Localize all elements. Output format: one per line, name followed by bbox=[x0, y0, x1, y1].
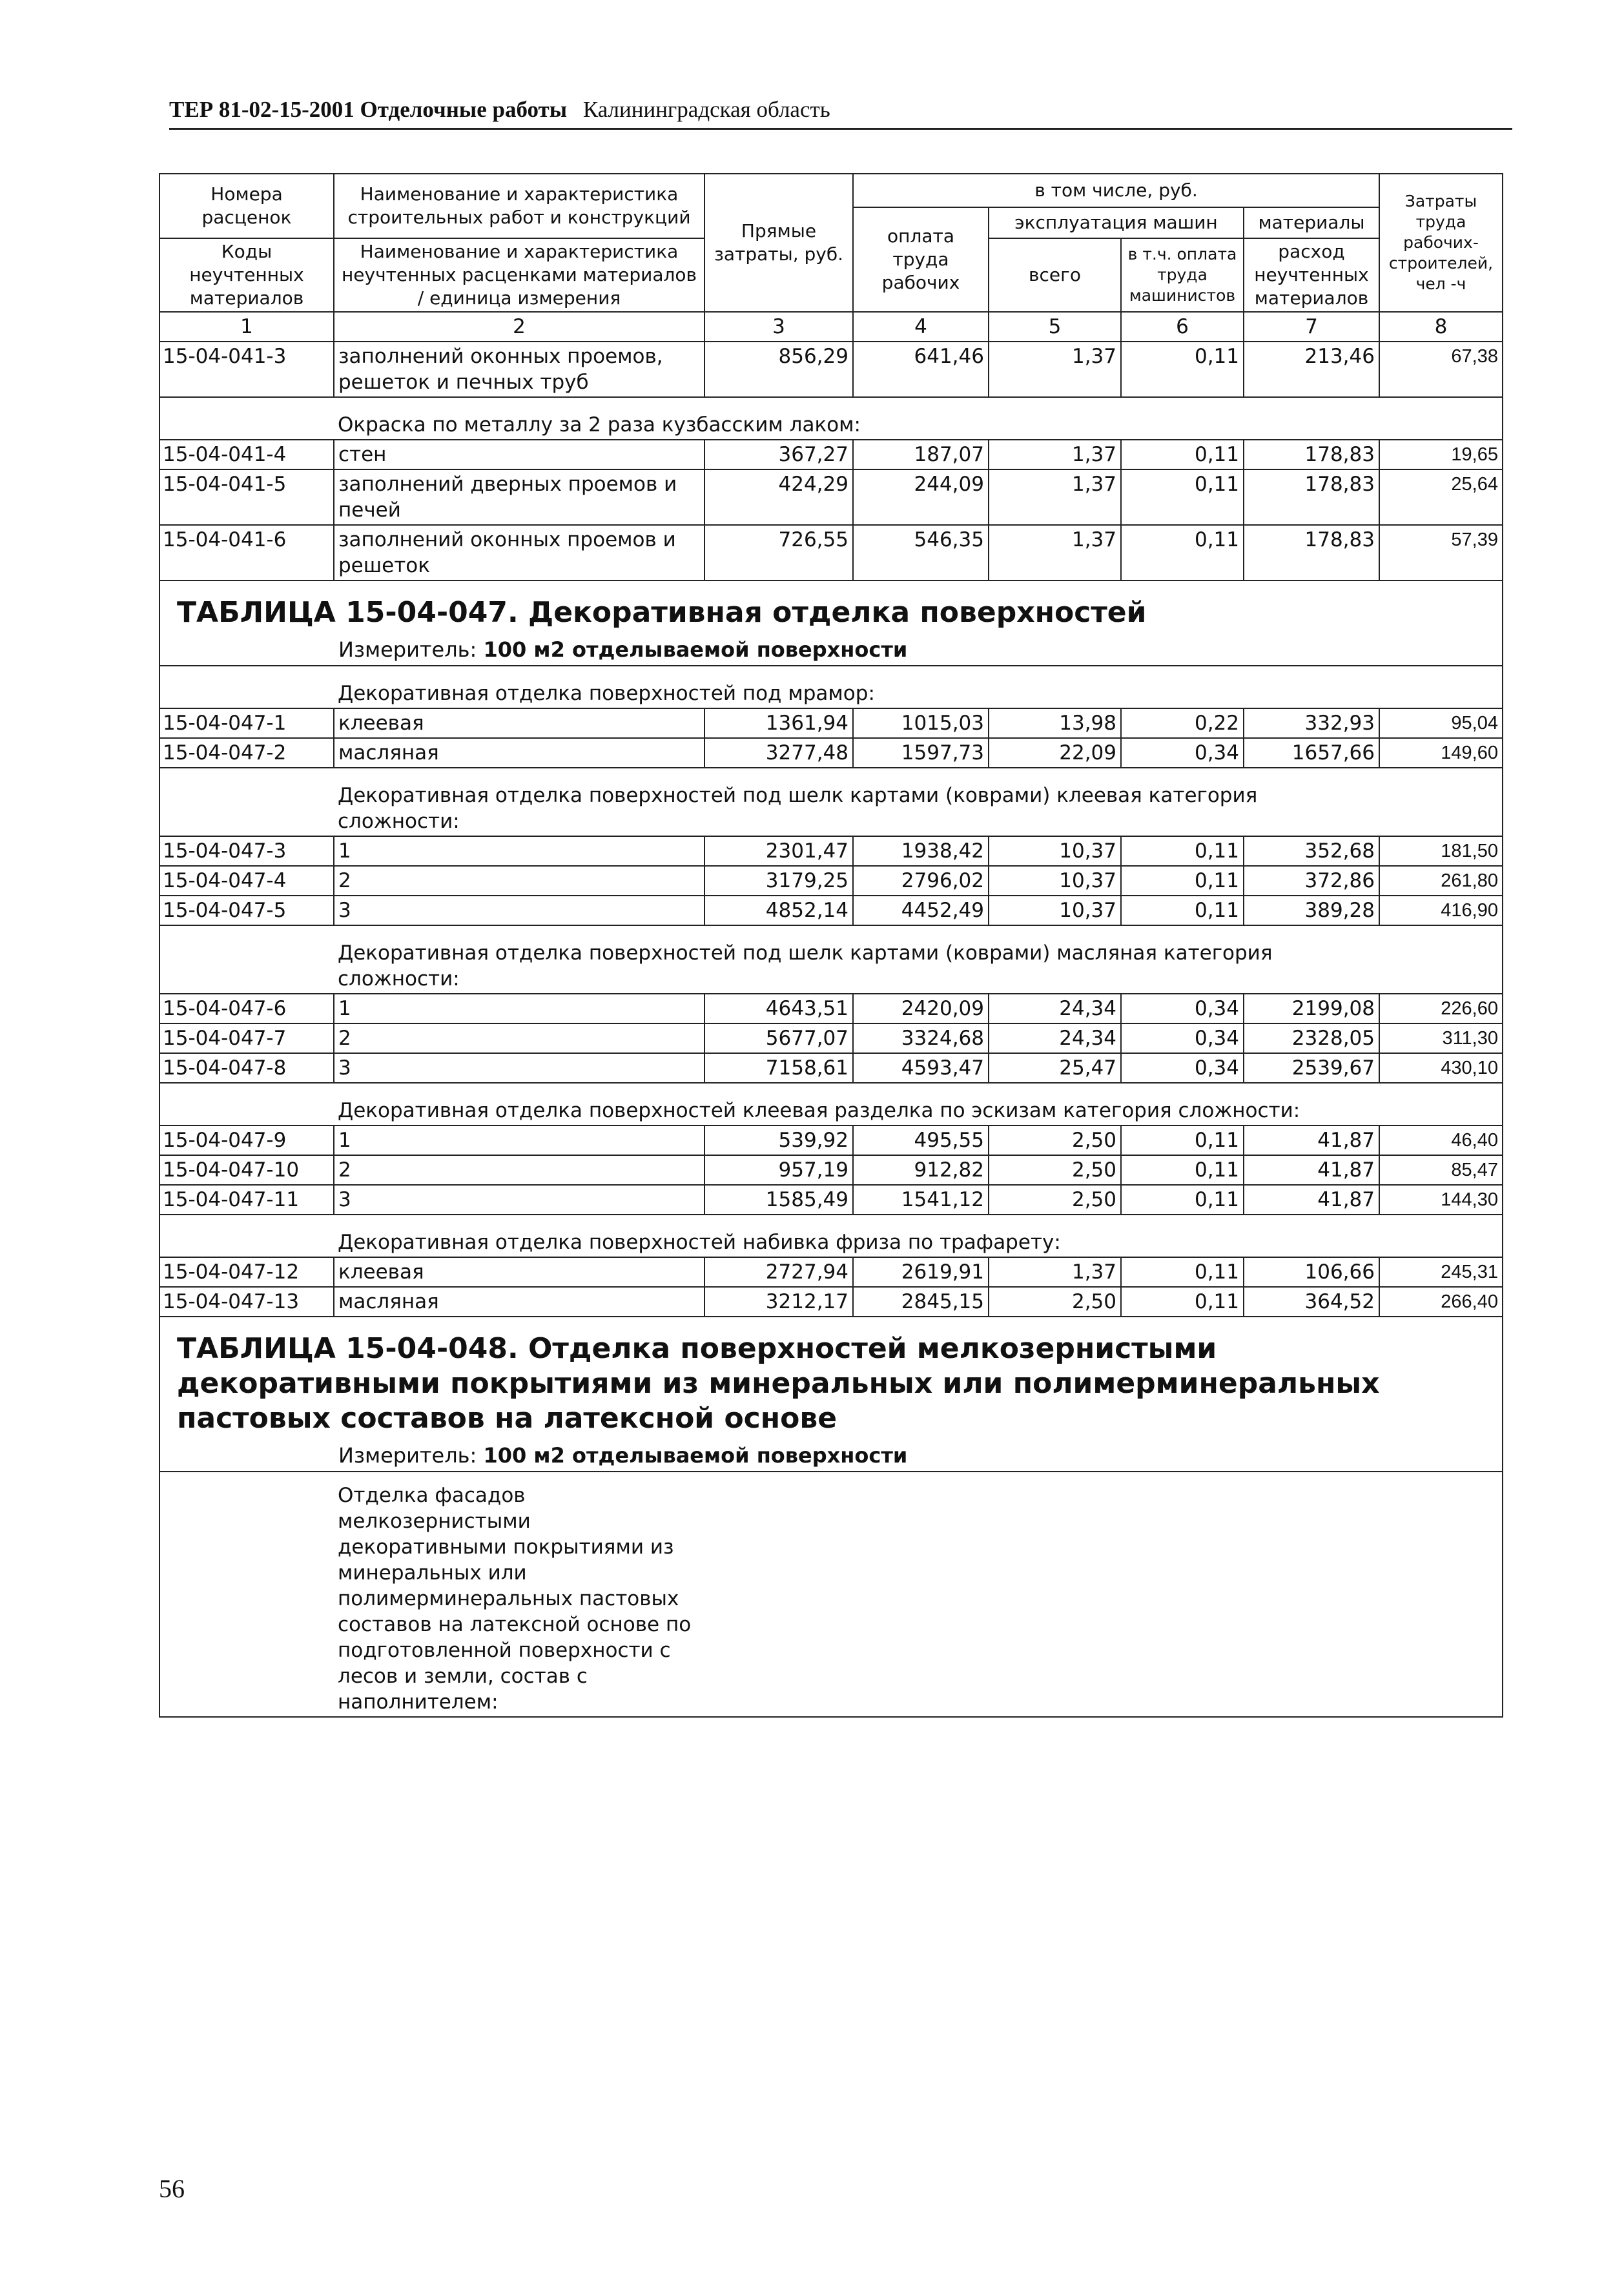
row-materials: 364,52 bbox=[1244, 1287, 1379, 1317]
group-spacer bbox=[159, 1083, 334, 1125]
row-direct-costs: 3179,25 bbox=[704, 866, 853, 896]
header-machines-total: всего bbox=[989, 238, 1121, 312]
row-machines-total: 1,37 bbox=[989, 342, 1121, 397]
header-machinist-pay: в т.ч. оплата труда машинистов bbox=[1121, 238, 1244, 312]
row-machines-total: 1,37 bbox=[989, 1257, 1121, 1287]
row-machines-total: 10,37 bbox=[989, 836, 1121, 866]
row-name: заполнений дверных проемов и печей bbox=[334, 469, 704, 525]
group-spacer bbox=[159, 397, 334, 440]
row-direct-costs: 539,92 bbox=[704, 1125, 853, 1155]
column-number-6: 6 bbox=[1121, 312, 1244, 342]
row-materials: 372,86 bbox=[1244, 866, 1379, 896]
row-code: 15-04-041-6 bbox=[159, 525, 334, 580]
row-worker-pay: 187,07 bbox=[853, 440, 989, 469]
row-direct-costs: 7158,61 bbox=[704, 1053, 853, 1083]
row-machines-total: 1,37 bbox=[989, 469, 1121, 525]
row-direct-costs: 1585,49 bbox=[704, 1185, 853, 1215]
row-direct-costs: 957,19 bbox=[704, 1155, 853, 1185]
row-labor: 149,60 bbox=[1379, 738, 1503, 768]
row-code: 15-04-047-11 bbox=[159, 1185, 334, 1215]
document-title: Отделочные работы bbox=[360, 97, 568, 122]
group-heading: Декоративная отделка поверхностей клеевая разделка по эскизам категория сложности: bbox=[334, 1083, 1379, 1125]
row-machinist-pay: 0,11 bbox=[1121, 440, 1244, 469]
row-machinist-pay: 0,11 bbox=[1121, 896, 1244, 925]
row-code: 15-04-047-4 bbox=[159, 866, 334, 896]
measure-row bbox=[159, 634, 1503, 666]
row-machines-total: 22,09 bbox=[989, 738, 1121, 768]
row-materials: 2199,08 bbox=[1244, 994, 1379, 1023]
table-row bbox=[159, 440, 1503, 469]
row-machinist-pay: 0,34 bbox=[1121, 994, 1244, 1023]
group-row bbox=[159, 925, 1503, 994]
row-name: масляная bbox=[334, 738, 704, 768]
row-labor: 95,04 bbox=[1379, 708, 1503, 738]
row-labor: 181,50 bbox=[1379, 836, 1503, 866]
row-labor: 245,31 bbox=[1379, 1257, 1503, 1287]
row-machinist-pay: 0,22 bbox=[1121, 708, 1244, 738]
table-row bbox=[159, 866, 1503, 896]
group-filler bbox=[1379, 1215, 1503, 1257]
row-labor: 311,30 bbox=[1379, 1023, 1503, 1053]
row-name: клеевая bbox=[334, 708, 704, 738]
row-machinist-pay: 0,11 bbox=[1121, 866, 1244, 896]
group-heading: Декоративная отделка поверхностей под шелк картами (коврами) масляная категория сложности: bbox=[334, 925, 1379, 994]
row-materials: 213,46 bbox=[1244, 342, 1379, 397]
group-filler bbox=[704, 1472, 1503, 1717]
group-row bbox=[159, 1083, 1503, 1125]
row-labor: 430,10 bbox=[1379, 1053, 1503, 1083]
row-name: 2 bbox=[334, 866, 704, 896]
row-code: 15-04-047-7 bbox=[159, 1023, 334, 1053]
group-filler bbox=[1379, 1083, 1503, 1125]
row-name: заполнений оконных проемов, решеток и печных труб bbox=[334, 342, 704, 397]
row-direct-costs: 367,27 bbox=[704, 440, 853, 469]
row-code: 15-04-047-6 bbox=[159, 994, 334, 1023]
row-machinist-pay: 0,34 bbox=[1121, 1053, 1244, 1083]
row-materials: 2328,05 bbox=[1244, 1023, 1379, 1053]
row-code: 15-04-047-9 bbox=[159, 1125, 334, 1155]
row-direct-costs: 5677,07 bbox=[704, 1023, 853, 1053]
table-row bbox=[159, 525, 1503, 580]
row-name: 1 bbox=[334, 836, 704, 866]
group-heading: Окраска по металлу за 2 раза кузбасским лаком: bbox=[334, 397, 1379, 440]
table-row bbox=[159, 1023, 1503, 1053]
rates-table bbox=[159, 173, 1503, 1718]
measure-value: 100 м2 отделываемой поверхности bbox=[483, 637, 908, 662]
header-machines: эксплуатация машин bbox=[989, 207, 1244, 238]
row-machinist-pay: 0,11 bbox=[1121, 1185, 1244, 1215]
header-labor-unit: чел -ч bbox=[1415, 274, 1466, 293]
row-name: 3 bbox=[334, 896, 704, 925]
measure-row bbox=[159, 1440, 1503, 1472]
table-047-measure bbox=[159, 634, 1503, 666]
row-machinist-pay: 0,34 bbox=[1121, 1023, 1244, 1053]
table-048-title: ТАБЛИЦА 15-04-048. Отделка поверхностей мелкозернистыми декоративными покрытиями из минеральных или полимерминеральных пастовых составов на латексной основе bbox=[159, 1317, 1503, 1440]
row-machinist-pay: 0,11 bbox=[1121, 342, 1244, 397]
header-rate-numbers: Номера расценок bbox=[159, 174, 334, 238]
row-direct-costs: 4852,14 bbox=[704, 896, 853, 925]
row-machinist-pay: 0,11 bbox=[1121, 1125, 1244, 1155]
document-region: Калининградская область bbox=[582, 97, 830, 122]
row-labor: 416,90 bbox=[1379, 896, 1503, 925]
row-name: 2 bbox=[334, 1155, 704, 1185]
row-name: 3 bbox=[334, 1185, 704, 1215]
header-material-codes: Коды неучтенных материалов bbox=[159, 238, 334, 312]
row-worker-pay: 2845,15 bbox=[853, 1287, 989, 1317]
group-spacer bbox=[159, 925, 334, 994]
column-number-3: 3 bbox=[704, 312, 853, 342]
row-direct-costs: 2727,94 bbox=[704, 1257, 853, 1287]
group-filler bbox=[1379, 768, 1503, 836]
row-labor: 226,60 bbox=[1379, 994, 1503, 1023]
column-number-1: 1 bbox=[159, 312, 334, 342]
row-labor: 261,80 bbox=[1379, 866, 1503, 896]
row-machines-total: 1,37 bbox=[989, 525, 1121, 580]
row-worker-pay: 1938,42 bbox=[853, 836, 989, 866]
row-labor: 25,64 bbox=[1379, 469, 1503, 525]
row-machinist-pay: 0,11 bbox=[1121, 1155, 1244, 1185]
row-materials: 106,66 bbox=[1244, 1257, 1379, 1287]
group-row bbox=[159, 768, 1503, 836]
row-worker-pay: 2420,09 bbox=[853, 994, 989, 1023]
row-machines-total: 10,37 bbox=[989, 896, 1121, 925]
row-machines-total: 2,50 bbox=[989, 1287, 1121, 1317]
column-number-2: 2 bbox=[334, 312, 704, 342]
table-title-row bbox=[159, 580, 1503, 634]
row-machinist-pay: 0,34 bbox=[1121, 738, 1244, 768]
row-machines-total: 10,37 bbox=[989, 866, 1121, 896]
row-code: 15-04-047-2 bbox=[159, 738, 334, 768]
row-machines-total: 24,34 bbox=[989, 1023, 1121, 1053]
row-direct-costs: 2301,47 bbox=[704, 836, 853, 866]
row-code: 15-04-047-13 bbox=[159, 1287, 334, 1317]
row-worker-pay: 546,35 bbox=[853, 525, 989, 580]
row-name: 1 bbox=[334, 994, 704, 1023]
group-filler bbox=[1379, 397, 1503, 440]
row-worker-pay: 2619,91 bbox=[853, 1257, 989, 1287]
row-labor: 67,38 bbox=[1379, 342, 1503, 397]
row-machines-total: 2,50 bbox=[989, 1185, 1121, 1215]
group-spacer bbox=[159, 768, 334, 836]
column-number-4: 4 bbox=[853, 312, 989, 342]
row-labor: 144,30 bbox=[1379, 1185, 1503, 1215]
row-machines-total: 2,50 bbox=[989, 1155, 1121, 1185]
group-heading: Декоративная отделка поверхностей набивка фриза по трафарету: bbox=[334, 1215, 1379, 1257]
column-number-7: 7 bbox=[1244, 312, 1379, 342]
row-labor: 266,40 bbox=[1379, 1287, 1503, 1317]
row-worker-pay: 4593,47 bbox=[853, 1053, 989, 1083]
table-head bbox=[159, 174, 1503, 342]
row-direct-costs: 856,29 bbox=[704, 342, 853, 397]
table-title-row bbox=[159, 1317, 1503, 1440]
header-work-name: Наименование и характеристика строительных работ и конструкций bbox=[334, 174, 704, 238]
document-code: ТЕР 81-02-15-2001 bbox=[169, 97, 355, 122]
table-row bbox=[159, 896, 1503, 925]
table-row bbox=[159, 1287, 1503, 1317]
row-direct-costs: 3277,48 bbox=[704, 738, 853, 768]
row-direct-costs: 726,55 bbox=[704, 525, 853, 580]
table-row bbox=[159, 994, 1503, 1023]
row-materials: 178,83 bbox=[1244, 469, 1379, 525]
row-worker-pay: 244,09 bbox=[853, 469, 989, 525]
column-number-8: 8 bbox=[1379, 312, 1503, 342]
header-material-name: Наименование и характеристика неучтенных расценками материалов / единица измерения bbox=[334, 238, 704, 312]
row-worker-pay: 4452,49 bbox=[853, 896, 989, 925]
row-worker-pay: 495,55 bbox=[853, 1125, 989, 1155]
table-row bbox=[159, 469, 1503, 525]
row-materials: 2539,67 bbox=[1244, 1053, 1379, 1083]
row-labor: 19,65 bbox=[1379, 440, 1503, 469]
row-labor: 57,39 bbox=[1379, 525, 1503, 580]
row-machines-total: 13,98 bbox=[989, 708, 1121, 738]
row-machinist-pay: 0,11 bbox=[1121, 1257, 1244, 1287]
table-048-measure bbox=[159, 1440, 1503, 1472]
row-direct-costs: 1361,94 bbox=[704, 708, 853, 738]
group-filler bbox=[1379, 666, 1503, 708]
row-direct-costs: 4643,51 bbox=[704, 994, 853, 1023]
row-code: 15-04-047-8 bbox=[159, 1053, 334, 1083]
row-machinist-pay: 0,11 bbox=[1121, 1287, 1244, 1317]
row-materials: 41,87 bbox=[1244, 1125, 1379, 1155]
table-row bbox=[159, 1155, 1503, 1185]
group-heading: Декоративная отделка поверхностей под шелк картами (коврами) клеевая категория сложности: bbox=[334, 768, 1379, 836]
row-name: масляная bbox=[334, 1287, 704, 1317]
table-047-title: ТАБЛИЦА 15-04-047. Декоративная отделка поверхностей bbox=[159, 580, 1503, 634]
header-including: в том числе, руб. bbox=[853, 174, 1379, 207]
row-materials: 332,93 bbox=[1244, 708, 1379, 738]
group-heading: Декоративная отделка поверхностей под мрамор: bbox=[334, 666, 1379, 708]
row-direct-costs: 3212,17 bbox=[704, 1287, 853, 1317]
group-row bbox=[159, 1472, 1503, 1717]
row-code: 15-04-047-5 bbox=[159, 896, 334, 925]
measure-value: 100 м2 отделываемой поверхности bbox=[483, 1443, 908, 1468]
row-labor: 85,47 bbox=[1379, 1155, 1503, 1185]
measure-label: Измеритель: bbox=[338, 1443, 477, 1468]
row-machines-total: 1,37 bbox=[989, 440, 1121, 469]
row-machines-total: 2,50 bbox=[989, 1125, 1121, 1155]
row-code: 15-04-041-5 bbox=[159, 469, 334, 525]
row-code: 15-04-047-12 bbox=[159, 1257, 334, 1287]
group-row bbox=[159, 666, 1503, 708]
row-labor: 46,40 bbox=[1379, 1125, 1503, 1155]
table-row bbox=[159, 342, 1503, 397]
row-direct-costs: 424,29 bbox=[704, 469, 853, 525]
row-machinist-pay: 0,11 bbox=[1121, 469, 1244, 525]
row-materials: 352,68 bbox=[1244, 836, 1379, 866]
row-code: 15-04-047-10 bbox=[159, 1155, 334, 1185]
row-materials: 41,87 bbox=[1244, 1155, 1379, 1185]
row-machinist-pay: 0,11 bbox=[1121, 836, 1244, 866]
group-spacer bbox=[159, 666, 334, 708]
table-row bbox=[159, 738, 1503, 768]
row-worker-pay: 3324,68 bbox=[853, 1023, 989, 1053]
row-name: клеевая bbox=[334, 1257, 704, 1287]
header-labor bbox=[1379, 174, 1503, 312]
row-materials: 41,87 bbox=[1244, 1185, 1379, 1215]
table-row bbox=[159, 1053, 1503, 1083]
header-direct-costs: Прямые затраты, руб. bbox=[704, 174, 853, 312]
row-worker-pay: 641,46 bbox=[853, 342, 989, 397]
row-code: 15-04-047-1 bbox=[159, 708, 334, 738]
row-code: 15-04-041-4 bbox=[159, 440, 334, 469]
group-row bbox=[159, 397, 1503, 440]
group-spacer bbox=[159, 1215, 334, 1257]
row-name: 3 bbox=[334, 1053, 704, 1083]
page-number: 56 bbox=[159, 2174, 185, 2203]
table-row bbox=[159, 1185, 1503, 1215]
group-row bbox=[159, 1215, 1503, 1257]
header-materials: материалы bbox=[1244, 207, 1379, 238]
row-machines-total: 24,34 bbox=[989, 994, 1121, 1023]
table-row bbox=[159, 836, 1503, 866]
column-number-5: 5 bbox=[989, 312, 1121, 342]
header-labor-text: Затраты труда рабочих-строителей, bbox=[1388, 192, 1494, 272]
measure-label: Измеритель: bbox=[338, 637, 477, 662]
row-worker-pay: 2796,02 bbox=[853, 866, 989, 896]
row-materials: 389,28 bbox=[1244, 896, 1379, 925]
table-row bbox=[159, 708, 1503, 738]
row-machines-total: 25,47 bbox=[989, 1053, 1121, 1083]
row-name: 1 bbox=[334, 1125, 704, 1155]
row-code: 15-04-047-3 bbox=[159, 836, 334, 866]
group-spacer bbox=[159, 1472, 334, 1717]
table-row bbox=[159, 1125, 1503, 1155]
row-materials: 178,83 bbox=[1244, 440, 1379, 469]
table-row bbox=[159, 1257, 1503, 1287]
row-name: стен bbox=[334, 440, 704, 469]
row-code: 15-04-041-3 bbox=[159, 342, 334, 397]
row-worker-pay: 1541,12 bbox=[853, 1185, 989, 1215]
row-machinist-pay: 0,11 bbox=[1121, 525, 1244, 580]
header-materials-use: расход неучтенных материалов bbox=[1244, 238, 1379, 312]
row-materials: 1657,66 bbox=[1244, 738, 1379, 768]
group-filler bbox=[1379, 925, 1503, 994]
row-worker-pay: 912,82 bbox=[853, 1155, 989, 1185]
row-name: 2 bbox=[334, 1023, 704, 1053]
page-header bbox=[169, 96, 1512, 130]
row-materials: 178,83 bbox=[1244, 525, 1379, 580]
row-worker-pay: 1597,73 bbox=[853, 738, 989, 768]
group-heading: Отделка фасадов мелкозернистыми декоративными покрытиями из минеральных или полимерминеральных пастовых составов на латексной основе по подготовленной поверхности с лесов и земли, состав с наполнителем: bbox=[334, 1472, 704, 1717]
header-worker-pay: оплата труда рабочих bbox=[853, 207, 989, 312]
table-body bbox=[159, 342, 1503, 1717]
row-name: заполнений оконных проемов и решеток bbox=[334, 525, 704, 580]
row-worker-pay: 1015,03 bbox=[853, 708, 989, 738]
